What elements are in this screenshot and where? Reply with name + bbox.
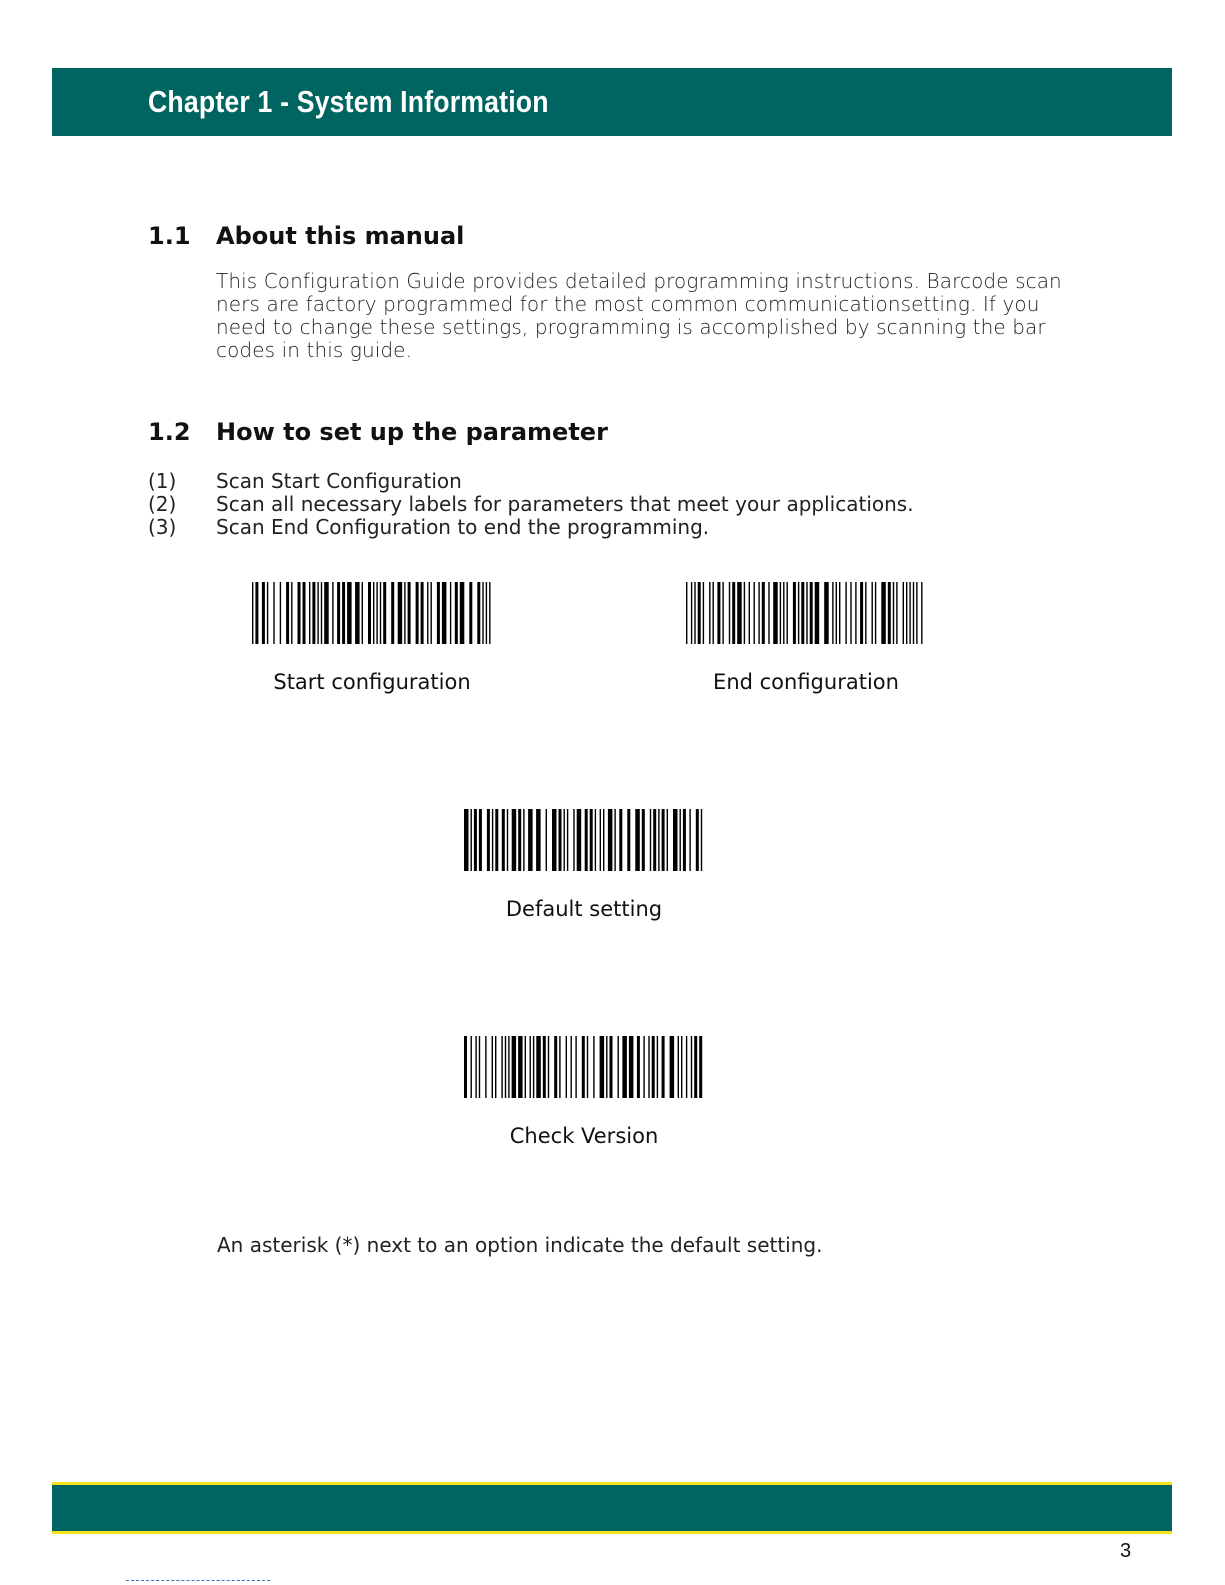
list-item xyxy=(148,470,914,493)
barcode-bar xyxy=(585,809,588,871)
barcode-bar xyxy=(559,809,562,871)
step-number: (2) xyxy=(148,492,177,516)
barcode-bar xyxy=(608,809,613,871)
barcode-bar xyxy=(798,582,799,644)
section-number: 1.2 xyxy=(148,418,191,446)
barcode-bar xyxy=(801,582,804,644)
barcode-bar xyxy=(622,1036,627,1098)
barcode-bar xyxy=(783,582,784,644)
barcode-bar xyxy=(552,809,557,871)
barcode-bar xyxy=(593,1036,594,1098)
barcode-bar xyxy=(518,1036,523,1098)
check-version-barcode-block xyxy=(432,1036,736,1148)
barcode-bar xyxy=(533,1036,534,1098)
barcode-bar xyxy=(678,1036,679,1098)
barcode-bar xyxy=(793,582,796,644)
barcode-bar xyxy=(469,582,472,644)
barcode-bar xyxy=(437,582,440,644)
barcode-bar xyxy=(845,582,846,644)
barcode-bar xyxy=(839,582,840,644)
barcode-bar xyxy=(680,809,681,871)
barcode-bar xyxy=(698,582,701,644)
barcode-bar xyxy=(686,582,687,644)
barcode-bar xyxy=(614,809,615,871)
barcode-bar xyxy=(773,582,778,644)
section-title: How to set up the parameter xyxy=(216,418,608,446)
barcode-bar xyxy=(657,1036,658,1098)
barcode-bar xyxy=(913,582,914,644)
barcode-bar xyxy=(806,582,807,644)
barcode-bar xyxy=(347,582,352,644)
barcode-bar xyxy=(317,582,318,644)
bottom-link-underline xyxy=(126,1580,270,1581)
barcode-bar xyxy=(768,582,769,644)
barcode-bar xyxy=(252,582,253,644)
footer-bar xyxy=(52,1482,1172,1534)
barcode-bar xyxy=(474,809,477,871)
barcode-bar xyxy=(342,582,345,644)
barcode-bar xyxy=(286,582,289,644)
barcode-bar xyxy=(875,582,876,644)
barcode-bar xyxy=(486,582,487,644)
start-configuration-barcode-block xyxy=(220,582,524,694)
barcode-bar xyxy=(536,809,541,871)
barcode-bar xyxy=(502,809,505,871)
barcode-bar xyxy=(492,1036,493,1098)
section-title: About this manual xyxy=(216,222,465,250)
barcode-bar xyxy=(643,1036,644,1098)
barcode-bar xyxy=(582,1036,585,1098)
barcode-bar xyxy=(642,809,645,871)
paragraph-line: This Configuration Guide provides detailed programming instructions. Barcode scan xyxy=(216,269,1062,293)
barcode-bar xyxy=(554,1036,557,1098)
chapter-title: Chapter 1 - System Information xyxy=(148,84,549,119)
barcode-bar xyxy=(590,809,593,871)
check-version-barcode[interactable] xyxy=(462,1036,706,1098)
list-item xyxy=(148,516,914,539)
barcode-bar xyxy=(909,582,910,644)
barcode-bar xyxy=(629,1036,634,1098)
barcode-bar xyxy=(464,809,469,871)
barcode-bar xyxy=(528,809,533,871)
barcode-bar xyxy=(368,582,371,644)
barcode-bar xyxy=(787,582,788,644)
barcode-bar xyxy=(650,809,651,871)
barcode-bar xyxy=(298,582,301,644)
barcode-bar xyxy=(427,582,428,644)
barcode-bar xyxy=(291,582,292,644)
barcode-bar xyxy=(475,1036,476,1098)
barcode-bar xyxy=(332,582,333,644)
step-number: (1) xyxy=(148,469,177,493)
barcode-bar xyxy=(262,582,265,644)
barcode-bar xyxy=(658,809,659,871)
barcode-bar xyxy=(421,582,424,644)
barcode-bar xyxy=(505,1036,506,1098)
about-paragraph xyxy=(216,270,1076,362)
section-heading-about xyxy=(148,222,464,250)
barcode-bar xyxy=(627,809,630,871)
step-text: Scan all necessary labels for parameters that meet your applications. xyxy=(216,492,914,516)
barcode-bar xyxy=(492,809,493,871)
barcode-bar xyxy=(780,582,781,644)
barcode-bar xyxy=(559,1036,560,1098)
barcode-bar xyxy=(309,582,310,644)
barcode-bar xyxy=(525,1036,526,1098)
barcode-bar xyxy=(571,1036,572,1098)
barcode-bar xyxy=(872,582,873,644)
barcode-bar xyxy=(662,809,665,871)
barcode-bar xyxy=(610,1036,613,1098)
barcode-bar xyxy=(355,582,360,644)
barcode-bar xyxy=(717,582,720,644)
barcode-bar xyxy=(479,1036,480,1098)
barcode-bar xyxy=(471,1036,472,1098)
paragraph-line: ners are factory programmed for the most common communicationsetting. If you xyxy=(216,292,1040,316)
barcode-bar xyxy=(380,582,381,644)
barcode-bar xyxy=(652,1036,655,1098)
barcode-bar xyxy=(824,582,829,644)
default-setting-barcode[interactable] xyxy=(462,809,706,871)
barcode-bar xyxy=(485,1036,486,1098)
step-number: (3) xyxy=(148,515,177,539)
barcode-bar xyxy=(523,809,524,871)
barcode-bar xyxy=(635,809,640,871)
barcode-bar xyxy=(713,582,714,644)
barcode-bar xyxy=(518,809,521,871)
barcode-bar xyxy=(667,809,668,871)
barcode-bar xyxy=(512,1036,516,1098)
barcode-bar xyxy=(709,582,710,644)
barcode-bar xyxy=(273,582,274,644)
barcode-bar xyxy=(618,1036,619,1098)
barcode-bar xyxy=(606,1036,607,1098)
barcode-bar xyxy=(762,582,765,644)
barcode-bar xyxy=(495,809,498,871)
barcode-bar xyxy=(337,582,340,644)
barcode-bar xyxy=(896,582,897,644)
barcode-bar xyxy=(482,582,483,644)
setup-steps-list xyxy=(148,470,914,539)
barcode-bar xyxy=(548,1036,549,1098)
barcode-bar xyxy=(460,582,465,644)
barcode-bar xyxy=(810,582,813,644)
barcode-bar xyxy=(321,582,322,644)
barcode-bar xyxy=(303,582,306,644)
barcode-bar xyxy=(487,809,490,871)
step-text: Scan End Configuration to end the programming. xyxy=(216,515,710,539)
barcode-bar xyxy=(280,582,281,644)
barcode-bar xyxy=(431,582,432,644)
end-configuration-barcode-block xyxy=(654,582,958,694)
barcode-bar xyxy=(383,582,386,644)
barcode-bar xyxy=(694,1036,697,1098)
barcode-bar xyxy=(479,809,482,871)
barcode-bar xyxy=(564,809,565,871)
list-item xyxy=(148,493,914,516)
step-text: Scan Start Configuration xyxy=(216,469,462,493)
barcode-bar xyxy=(703,582,704,644)
barcode-bar xyxy=(477,582,480,644)
barcode-bar xyxy=(662,1036,665,1098)
barcode-bar xyxy=(832,582,833,644)
barcode-bar xyxy=(836,582,837,644)
barcode-bar xyxy=(495,1036,496,1098)
barcode-bar xyxy=(546,809,547,871)
barcode-bar xyxy=(683,809,686,871)
barcode-bar xyxy=(619,809,622,871)
barcode-bar xyxy=(600,809,601,871)
barcode-bar xyxy=(362,582,363,644)
barcode-bar xyxy=(696,809,699,871)
barcode-bar xyxy=(689,809,690,871)
paragraph-line: codes in this guide. xyxy=(216,338,413,362)
barcode-bar xyxy=(489,582,490,644)
barcode-bar xyxy=(577,809,582,871)
barcode-bar xyxy=(442,582,447,644)
section-heading-setup xyxy=(148,418,608,446)
barcode-bar xyxy=(648,1036,649,1098)
barcode-bar xyxy=(567,809,568,871)
end-configuration-label: End configuration xyxy=(713,670,899,694)
default-asterisk-note: An asterisk (*) next to an option indicate the default setting. xyxy=(217,1233,823,1257)
barcode-bar xyxy=(324,582,329,644)
barcode-bar xyxy=(536,1036,541,1098)
section-number: 1.1 xyxy=(148,222,191,250)
barcode-bar xyxy=(855,582,856,644)
barcode-bar xyxy=(921,582,922,644)
barcode-bar xyxy=(758,582,759,644)
barcode-bar xyxy=(653,809,656,871)
barcode-bar xyxy=(595,809,596,871)
barcode-bar xyxy=(815,582,820,644)
barcode-bar xyxy=(404,582,405,644)
barcode-bar xyxy=(575,1036,576,1098)
barcode-bar xyxy=(530,1036,531,1098)
barcode-bar xyxy=(670,1036,675,1098)
barcode-bar xyxy=(312,582,315,644)
barcode-bar xyxy=(471,809,472,871)
barcode-bar xyxy=(722,582,723,644)
barcode-bar xyxy=(376,582,377,644)
end-configuration-barcode[interactable] xyxy=(684,582,928,644)
barcode-bar xyxy=(455,582,458,644)
barcode-bar xyxy=(686,1036,687,1098)
chapter-header-bar xyxy=(52,68,1172,136)
barcode-bar xyxy=(729,582,730,644)
barcode-bar xyxy=(754,582,755,644)
barcode-bar xyxy=(744,582,745,644)
barcode-bar xyxy=(507,809,508,871)
barcode-bar xyxy=(255,582,258,644)
barcode-bar xyxy=(408,582,411,644)
barcode-bar xyxy=(749,582,750,644)
barcode-bar xyxy=(906,582,907,644)
barcode-bar xyxy=(573,809,574,871)
default-setting-barcode-block xyxy=(432,809,736,921)
barcode-bar xyxy=(732,582,735,644)
barcode-bar xyxy=(398,582,403,644)
barcode-bar xyxy=(881,582,886,644)
barcode-bar xyxy=(888,582,891,644)
barcode-bar xyxy=(416,582,419,644)
barcode-bar xyxy=(512,809,517,871)
page-number: 3 xyxy=(1120,1540,1132,1562)
barcode-bar xyxy=(543,1036,546,1098)
barcode-bar xyxy=(916,582,917,644)
barcode-bar xyxy=(694,582,695,644)
barcode-bar xyxy=(637,1036,640,1098)
barcode-bar xyxy=(600,1036,605,1098)
paragraph-line: need to change these settings, programming is accomplished by scanning the bar xyxy=(216,315,1046,339)
barcode-bar xyxy=(501,1036,502,1098)
check-version-label: Check Version xyxy=(509,1124,659,1148)
barcode-bar xyxy=(566,1036,567,1098)
barcode-bar xyxy=(865,582,866,644)
barcode-bar xyxy=(603,809,604,871)
barcode-bar xyxy=(587,1036,588,1098)
barcode-bar xyxy=(508,1036,509,1098)
default-setting-label: Default setting xyxy=(505,897,663,921)
barcode-bar xyxy=(699,1036,702,1098)
start-configuration-barcode[interactable] xyxy=(250,582,494,644)
barcode-bar xyxy=(373,582,374,644)
barcode-bar xyxy=(450,582,451,644)
barcode-bar xyxy=(691,1036,692,1098)
barcode-bar xyxy=(391,582,394,644)
barcode-bar xyxy=(893,582,894,644)
start-configuration-label: Start configuration xyxy=(273,670,471,694)
barcode-bar xyxy=(850,582,851,644)
barcode-bar xyxy=(464,1036,467,1098)
barcode-bar xyxy=(691,582,692,644)
barcode-bar xyxy=(673,809,678,871)
barcode-bar xyxy=(681,1036,682,1098)
barcode-bar xyxy=(903,582,904,644)
barcode-bar xyxy=(860,582,863,644)
barcode-bar xyxy=(701,809,702,871)
barcode-bar xyxy=(267,582,268,644)
barcode-bar xyxy=(737,582,742,644)
